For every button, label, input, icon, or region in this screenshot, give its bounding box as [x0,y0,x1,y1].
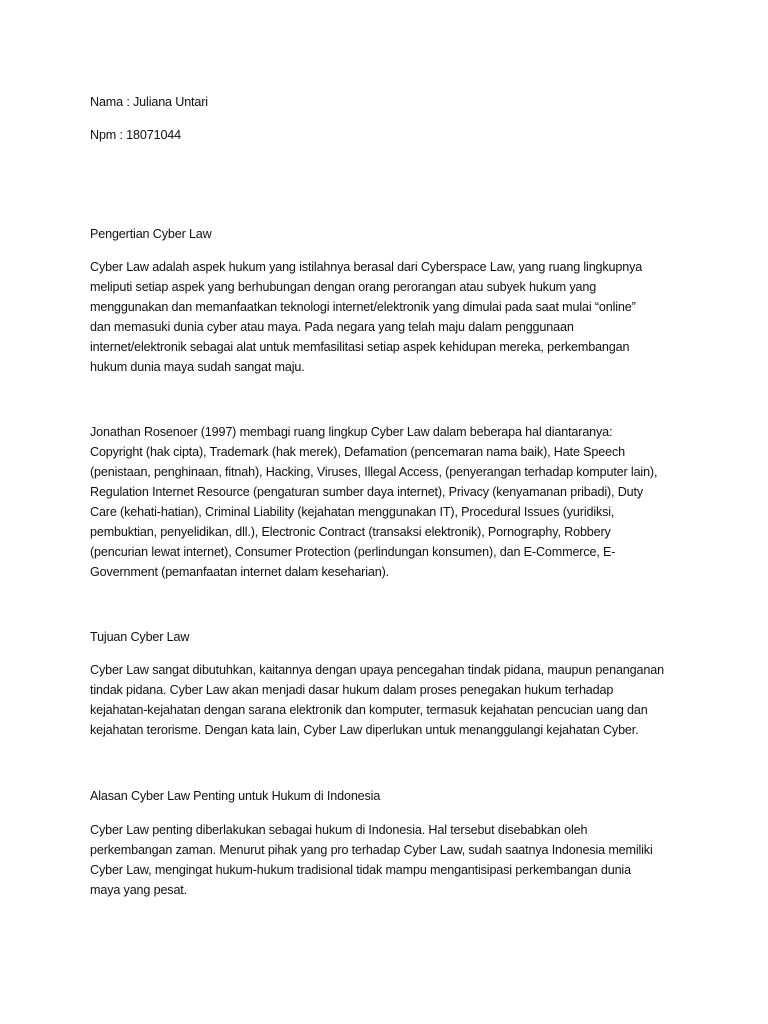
paragraph-line: Cyber Law, mengingat hukum-hukum tradisional tidak mampu mengantisipasi perkembangan dunia [90,863,631,877]
paragraph-line: maya yang pesat. [90,883,188,897]
paragraph-line: perkembangan zaman. Menurut pihak yang pro terhadap Cyber Law, sudah saatnya Indonesia memiliki [90,843,653,857]
paragraph-line: Care (kehati-hatian), Criminal Liability (kejahatan menggunakan IT), Procedural Issues (yuridiksi, [90,505,615,519]
paragraph-line: Cyber Law adalah aspek hukum yang istilahnya berasal dari Cyberspace Law, yang ruang lingkupnya [90,260,643,274]
paragraph-line: Regulation Internet Resource (pengaturan sumber daya internet), Privacy (kenyamanan pribadi), Duty [90,485,644,499]
section-heading: Tujuan Cyber Law [90,630,190,644]
section-heading: Pengertian Cyber Law [90,227,212,241]
student-npm: Npm : 18071044 [90,128,182,142]
student-name: Nama : Juliana Untari [90,95,208,109]
paragraph-line: (penistaan, penghinaan, fitnah), Hacking, Viruses, Illegal Access, (penyerangan terhadap komputer lain), [90,465,658,479]
paragraph-line: Cyber Law penting diberlakukan sebagai hukum di Indonesia. Hal tersebut disebabkan oleh [90,823,588,837]
paragraph-line: (pencurian lewat internet), Consumer Protection (perlindungan konsumen), dan E-Commerce, E- [90,545,616,559]
paragraph-line: hukum dunia maya sudah sangat maju. [90,360,305,374]
paragraph-line: Government (pemanfaatan internet dalam keseharian). [90,565,389,579]
paragraph-line: pembuktian, penyelidikan, dll.), Electronic Contract (transaksi elektronik), Pornography, Robbery [90,525,611,539]
paragraph-line: Jonathan Rosenoer (1997) membagi ruang lingkup Cyber Law dalam beberapa hal diantaranya: [90,425,613,439]
paragraph-line: menggunakan dan memanfaatkan teknologi internet/elektronik yang dimulai pada saat mulai “online” [90,300,636,314]
paragraph-line: Copyright (hak cipta), Trademark (hak merek), Defamation (pencemaran nama baik), Hate Speech [90,445,625,459]
paragraph-line: kejahatan terorisme. Dengan kata lain, Cyber Law diperlukan untuk menanggulangi kejahatan Cyber. [90,723,639,737]
paragraph-line: dan memasuki dunia cyber atau maya. Pada negara yang telah maju dalam penggunaan [90,320,574,334]
paragraph-line: Cyber Law sangat dibutuhkan, kaitannya dengan upaya pencegahan tindak pidana, maupun penanganan [90,663,664,677]
section-heading: Alasan Cyber Law Penting untuk Hukum di Indonesia [90,789,381,803]
paragraph-line: tindak pidana. Cyber Law akan menjadi dasar hukum dalam proses penegakan hukum terhadap [90,683,614,697]
paragraph-line: internet/elektronik sebagai alat untuk memfasilitasi setiap aspek kehidupan mereka, perkembangan [90,340,630,354]
paragraph-line: meliputi setiap aspek yang berhubungan dengan orang perorangan atau subyek hukum yang [90,280,597,294]
paragraph-line: kejahatan-kejahatan dengan sarana elektronik dan komputer, termasuk kejahatan pencucian uang dan [90,703,648,717]
